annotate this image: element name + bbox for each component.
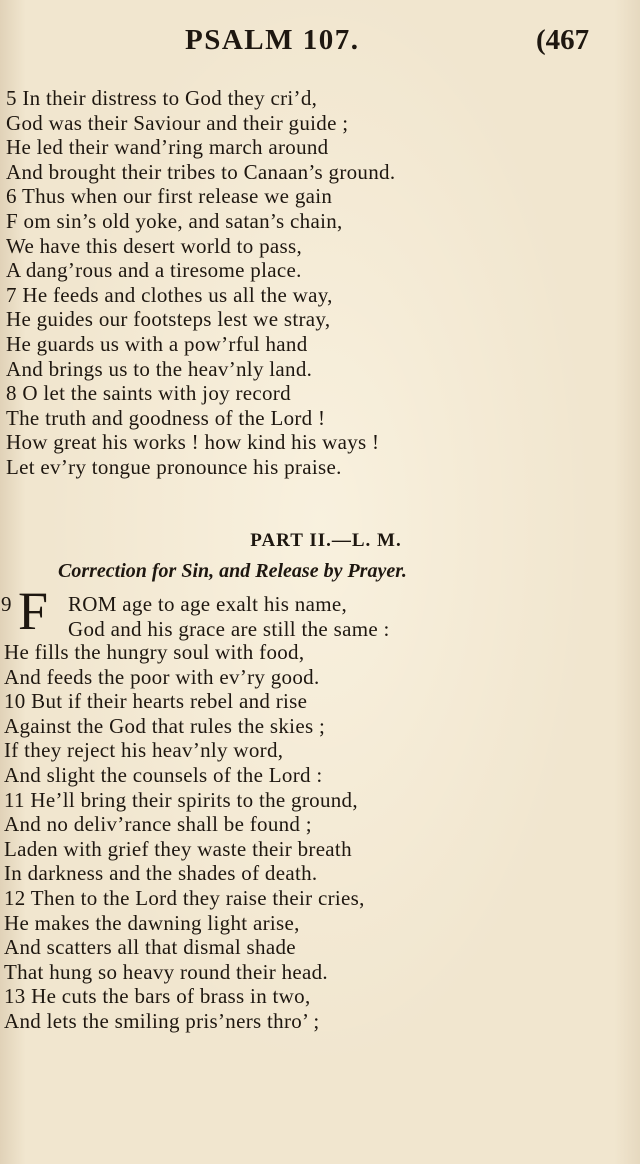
part-one-verses [6, 86, 395, 480]
verse-line: 10 But if their hearts rebel and rise [4, 689, 308, 714]
part-two-verses [4, 640, 365, 1034]
verse-line: 13 He cuts the bars of brass in two, [4, 984, 311, 1009]
verse-line: God was their Saviour and their guide ; [6, 110, 349, 135]
psalm-title: PSALM 107. [185, 24, 360, 56]
verse-line: And feeds the poor with ev’ry good. [4, 664, 320, 689]
verse-line: Laden with grief they waste their breath [4, 836, 352, 861]
drop-cap-lines [68, 592, 390, 642]
verse-line: A dang’rous and a tiresome place. [6, 258, 302, 283]
verse-line: 11 He’ll bring their spirits to the ground, [4, 787, 358, 812]
verse-line: The truth and goodness of the Lord ! [6, 405, 326, 430]
part-two-subtitle: Correction for Sin, and Release by Prayer. [58, 560, 407, 582]
verse-line: And lets the smiling pris’ners thro’ ; [4, 1008, 320, 1033]
page-number: (467 [536, 24, 590, 56]
verse-line: And brought their tribes to Canaan’s ground. [6, 159, 396, 184]
verse-number: 9 [1, 592, 12, 616]
verse-line: And no deliv’rance shall be found ; [4, 812, 312, 837]
verse-line: In darkness and the shades of death. [4, 861, 318, 886]
verse-line: Let ev’ry tongue pronounce his praise. [6, 454, 342, 479]
verse-line: He makes the dawning light arise, [4, 910, 300, 935]
verse-line: How great his works ! how kind his ways ! [6, 430, 380, 455]
verse-line: 7 He feeds and clothes us all the way, [6, 282, 333, 307]
verse-line: 12 Then to the Lord they raise their cries, [4, 885, 365, 910]
verse-line: He guides our footsteps lest we stray, [6, 307, 331, 332]
verse-line: And scatters all that dismal shade [4, 935, 296, 960]
verse-line: Against the God that rules the skies ; [4, 713, 326, 738]
verse-line: He guards us with a pow’rful hand [6, 331, 308, 356]
verse-line: And brings us to the heav’nly land. [6, 356, 313, 381]
verse-line: ROM age to age exalt his name, [68, 592, 348, 616]
verse-line: He fills the hungry soul with food, [4, 640, 305, 664]
verse-line: He led their wand’ring march around [6, 135, 329, 160]
verse-line: If they reject his heav’nly word, [4, 738, 284, 763]
verse-line: God and his grace are still the same : [68, 617, 390, 641]
drop-cap: F [18, 581, 49, 641]
verse-line: We have this desert world to pass, [6, 233, 303, 258]
verse-line: 5 In their distress to God they cri’d, [6, 86, 318, 110]
verse-line: 6 Thus when our first release we gain [6, 184, 333, 209]
verse-line: 8 O let the saints with joy record [6, 381, 291, 406]
part-two-heading: PART II.—L. M. [250, 530, 402, 551]
verse-line: And slight the counsels of the Lord : [4, 762, 323, 787]
verse-line: That hung so heavy round their head. [4, 959, 328, 984]
running-head [0, 24, 640, 64]
verse-line: F om sin’s old yoke, and satan’s chain, [6, 208, 343, 233]
